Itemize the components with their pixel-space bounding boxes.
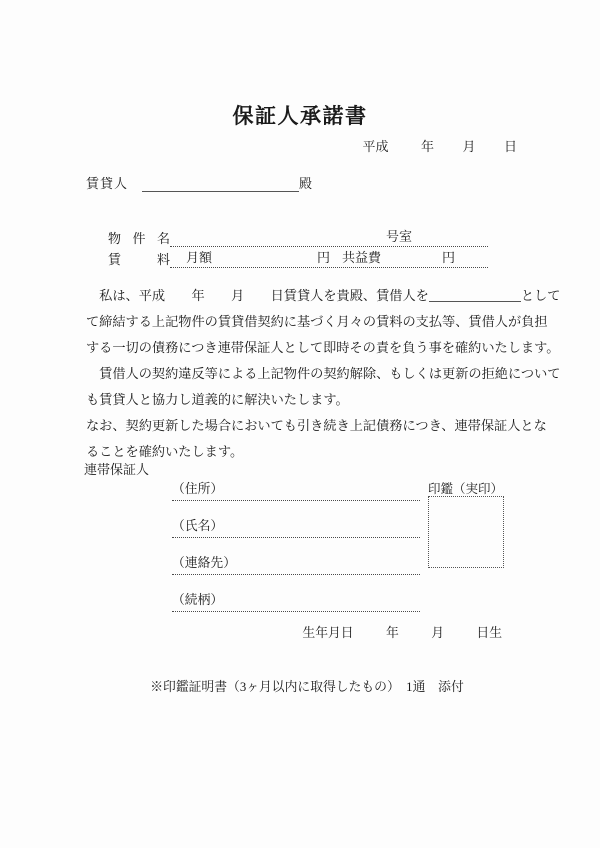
- body-line-7: ることを確約いたします。: [86, 444, 244, 459]
- body-line-5: も賃貸人と協力し道義的に解決いたします。: [86, 392, 349, 407]
- property-rent-row: [108, 247, 488, 268]
- page-title: 保証人承諾書: [232, 104, 368, 128]
- birth-year-unit: 年: [386, 626, 399, 640]
- body-line-1-suffix: として: [520, 288, 561, 303]
- guarantor-contact-field[interactable]: [172, 552, 420, 575]
- guarantor-section-label: 連帯保証人: [84, 462, 150, 477]
- body-line-1-prefix: 私は、平成 年 月 日賃貸人を貴殿、賃借人を: [86, 288, 429, 303]
- seal-stamp-box[interactable]: [428, 496, 504, 568]
- monthly-rent-unit: 円: [317, 250, 331, 265]
- guarantor-contact-row: [172, 552, 420, 575]
- common-fee-unit: 円: [442, 250, 456, 265]
- seal-label: 印鑑（実印）: [428, 482, 504, 496]
- body-line-6: なお、契約更新した場合においても引き続き上記債務につき、連帯保証人とな: [86, 418, 547, 433]
- birth-date-label: 生年月日: [302, 626, 354, 640]
- property-name-row: [108, 226, 488, 247]
- guarantor-name-label: （氏名）: [172, 519, 224, 533]
- guarantor-relationship-field[interactable]: [172, 589, 420, 612]
- property-name-label: [108, 228, 170, 247]
- date-month-unit: 月: [462, 139, 476, 154]
- guarantor-address-row: [172, 478, 420, 501]
- lessor-name-field[interactable]: [142, 176, 299, 192]
- guarantor-relationship-row: [172, 589, 420, 612]
- body-line-3: する一切の債務につき連帯保証人として即時その責を負う事を確約いたします。: [86, 340, 560, 355]
- guarantor-relationship-label: （続柄）: [172, 593, 224, 607]
- tenant-name-field[interactable]: [429, 287, 521, 302]
- property-rent-label-char-2: 料: [156, 252, 170, 267]
- lessor-label: 賃貸人: [86, 176, 129, 191]
- birth-date-row: [0, 622, 502, 641]
- property-rent-label-char-1: 賃: [108, 252, 122, 267]
- body-line-2: て締結する上記物件の賃貸借契約に基づく月々の賃料の支払等、賃借人が負担: [86, 314, 548, 329]
- guarantor-contact-label: （連絡先）: [172, 556, 236, 570]
- monthly-rent-label: 月額: [186, 250, 213, 265]
- property-name-label-char-3: 名: [156, 231, 170, 246]
- date-day-unit: 日: [503, 139, 517, 154]
- lessor-honorific: 殿: [299, 176, 313, 191]
- guarantor-address-label: （住所）: [172, 482, 224, 496]
- property-rent-field[interactable]: [170, 248, 488, 268]
- common-fee-label: 共益費: [342, 250, 382, 265]
- birth-day-unit: 日生: [476, 626, 502, 640]
- property-name-label-char-1: 物: [108, 231, 122, 246]
- guarantor-address-field[interactable]: [172, 478, 420, 501]
- body-line-1: [86, 283, 561, 309]
- property-name-field[interactable]: [170, 227, 488, 247]
- date-era-label: 平成: [362, 139, 389, 154]
- document-date-line: [0, 136, 517, 155]
- date-year-unit: 年: [420, 139, 434, 154]
- footnote: ※印鑑証明書（3ヶ月以内に取得したもの） 1通 添付: [150, 680, 464, 694]
- body-text: [86, 283, 561, 465]
- body-line-4: 賃借人の契約違反等による上記物件の契約解除、もしくは更新の拒絶について: [86, 366, 561, 381]
- guarantor-name-field[interactable]: [172, 515, 420, 538]
- property-room-unit: 号室: [386, 229, 413, 244]
- property-name-label-char-2: 件: [132, 231, 146, 246]
- birth-month-unit: 月: [431, 626, 444, 640]
- property-rent-label: [108, 249, 170, 268]
- property-details-block: [108, 226, 488, 268]
- lessor-row: [86, 173, 312, 192]
- guarantor-name-row: [172, 515, 420, 538]
